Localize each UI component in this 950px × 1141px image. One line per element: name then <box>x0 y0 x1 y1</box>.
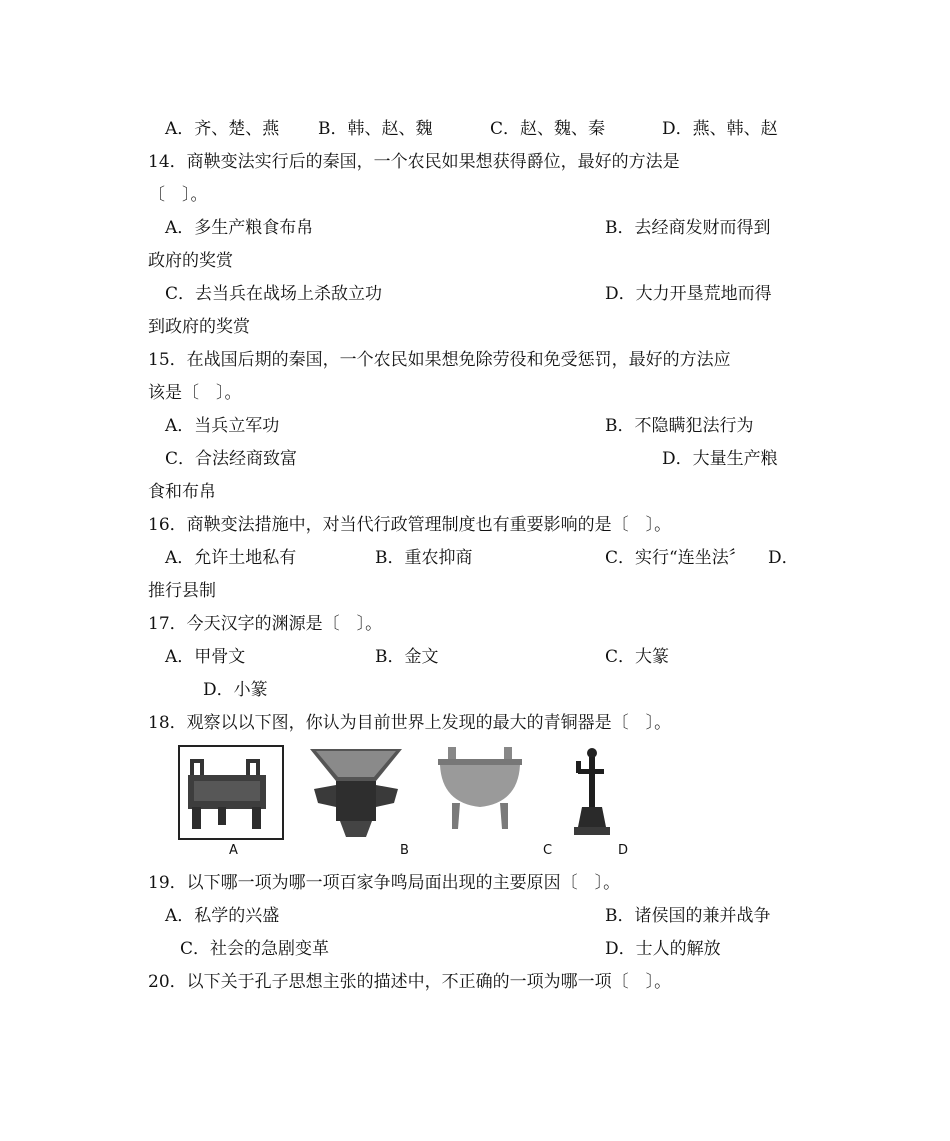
bronze-figure-strip <box>178 745 648 860</box>
q16-option-a: A．允许土地私有 <box>165 548 297 568</box>
q18-stem: 18．观察以以下图，你认为目前世界上发现的最大的青铜器是〔 〕。 <box>148 713 672 733</box>
q13-option-c: C．赵、魏、秦 <box>490 119 606 139</box>
q14-option-c: C．去当兵在战场上杀敌立功 <box>165 284 383 304</box>
q20-stem: 20．以下关于孔子思想主张的描述中，不正确的一项为哪一项〔 〕。 <box>148 972 672 992</box>
q15-option-c: C．合法经商致富 <box>165 449 298 469</box>
q14-option-a: A．多生产粮食布帛 <box>165 218 314 238</box>
q15-option-a: A．当兵立军功 <box>165 416 280 436</box>
q14-option-d: D．大力开垦荒地而得 <box>605 284 772 304</box>
q15-option-d: D．大量生产粮 <box>662 449 778 469</box>
q16-option-c: C．实行“连坐法〞 <box>605 548 746 568</box>
q19-option-d: D．士人的解放 <box>605 939 721 959</box>
bronze-figure-statue-image <box>566 745 616 840</box>
q13-option-b: B．韩、赵、魏 <box>318 119 433 139</box>
q17-option-b: B．金文 <box>375 647 439 667</box>
q17-option-a: A．甲骨文 <box>165 647 246 667</box>
bronze-ding-square-image <box>178 745 284 840</box>
q15-stem: 15．在战国后期的秦国，一个农民如果想免除劳役和免受惩罚，最好的方法应 <box>148 350 731 370</box>
q14-stem-cont: 〔 〕。 <box>148 185 208 205</box>
q14-stem: 14．商鞅变法实行后的秦国，一个农民如果想获得爵位，最好的方法是 <box>148 152 680 172</box>
q15-stem-cont: 该是〔 〕。 <box>148 383 242 403</box>
q19-option-b: B．诸侯国的兼并战争 <box>605 906 771 926</box>
q14-option-b: B．去经商发财而得到 <box>605 218 771 238</box>
bronze-ding-round-image <box>430 745 530 840</box>
q19-option-a: A．私学的兴盛 <box>165 906 280 926</box>
q16-option-d: D． <box>768 548 799 568</box>
figure-label-b: B <box>400 843 409 858</box>
q19-option-c: C．社会的急剧变革 <box>180 939 330 959</box>
q16-stem: 16．商鞅变法措施中，对当代行政管理制度也有重要影响的是〔 〕。 <box>148 515 672 535</box>
q15-option-b: B．不隐瞒犯法行为 <box>605 416 754 436</box>
figure-label-c: C <box>543 843 553 858</box>
q13-option-d: D．燕、韩、赵 <box>662 119 778 139</box>
q17-option-d: D．小篆 <box>203 680 268 700</box>
q19-stem: 19．以下哪一项为哪一项百家争鸣局面出现的主要原因〔 〕。 <box>148 873 621 893</box>
q17-option-c: C．大篆 <box>605 647 670 667</box>
q14-option-b-cont: 政府的奖赏 <box>148 251 233 271</box>
q16-option-d-cont: 推行县制 <box>148 581 216 601</box>
q17-stem: 17．今天汉字的渊源是〔 〕。 <box>148 614 383 634</box>
q16-option-b: B．重农抑商 <box>375 548 473 568</box>
bronze-zun-image <box>304 745 408 840</box>
figure-label-a: A <box>229 843 238 858</box>
q13-option-a: A．齐、楚、燕 <box>165 119 280 139</box>
figure-label-d: D <box>618 843 629 858</box>
q15-option-d-cont: 食和布帛 <box>148 482 216 502</box>
q14-option-d-cont: 到政府的奖赏 <box>148 317 250 337</box>
